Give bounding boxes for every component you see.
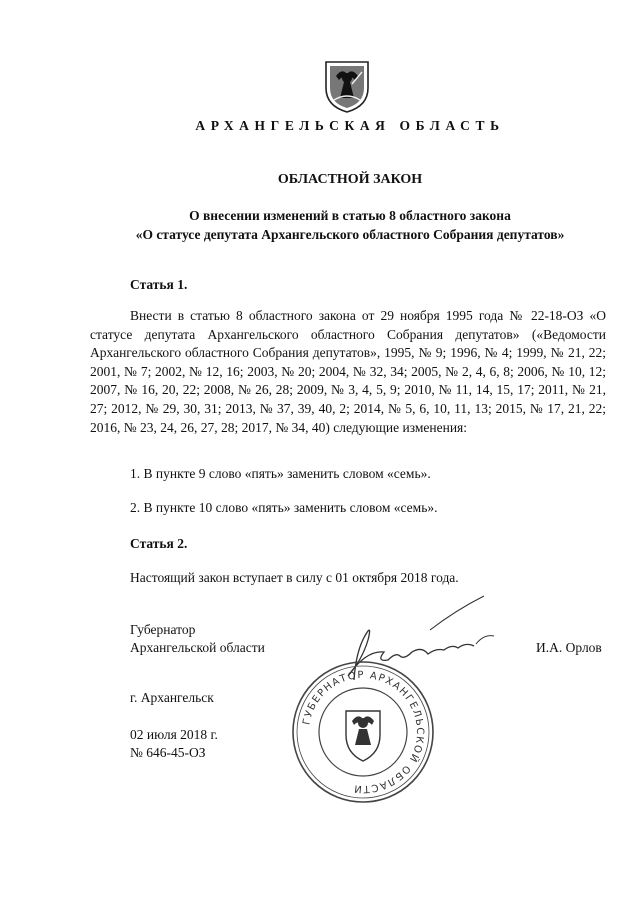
signatory-name: И.А. Орлов [536,640,602,655]
official-stamp [288,657,438,807]
article-1-heading: Статья 1. [130,277,188,292]
law-title-line-1: О внесении изменений в статью 8 областного закона [189,208,511,223]
signatory-position-line-1: Губернатор [130,622,196,637]
signatory-position-line-2: Архангельской области [130,640,265,655]
document-date: 02 июля 2018 г. [130,727,218,742]
document-number: № 646-45-ОЗ [130,745,206,760]
law-title [0,206,640,244]
article-1-item-1: 1. В пункте 9 слово «пять» заменить словом «семь». [130,466,431,481]
region-name: АРХАНГЕЛЬСКАЯ ОБЛАСТЬ [195,118,505,133]
law-title-line-2: «О статусе депутата Архангельского областного Собрания депутатов» [135,227,565,242]
law-type-heading: ОБЛАСТНОЙ ЗАКОН [277,172,423,187]
article-1-intro-paragraph: Внести в статью 8 областного закона от 29 ноября 1995 года № 22-18-ОЗ «О статусе депутата Архангельского областного Собрания депутатов» («Ведомости Архангельского областного Собрания депутатов», 1995, № 9; 1996, № 4; 1999, № 21, 22; 2001, № 7; 2002, № 12, 16; 2003, № 20; 2004, № 32, 34; 2005, № 2, 4, 6, 8; 2006, № 10, 12; 2007, № 16, 20, 22; 2008, № 26, 28; 2009, № 3, 4, 5, 9; 2010, № 11, 14, 15, 17; 2011, № 21, 27; 2012, № 29, 30, 31; 2013, № 37, 39, 40, 2; 2014, № 5, 6, 10, 11, 13; 2015, № 17, 21, 22; 2016, № 23, 24, 26, 27, 28; 2017, № 34, 40) следующие изменения: [90,308,606,435]
article-2-heading: Статья 2. [130,536,188,551]
coat-of-arms-icon [322,58,372,114]
city: г. Архангельск [130,690,214,705]
stamp-text: ГУБЕРНАТОР АРХАНГЕЛЬСКОЙ ОБЛАСТИ [301,669,426,795]
article-2-text: Настоящий закон вступает в силу с 01 октября 2018 года. [130,570,459,585]
article-1-item-2: 2. В пункте 10 слово «пять» заменить словом «семь». [130,500,438,515]
